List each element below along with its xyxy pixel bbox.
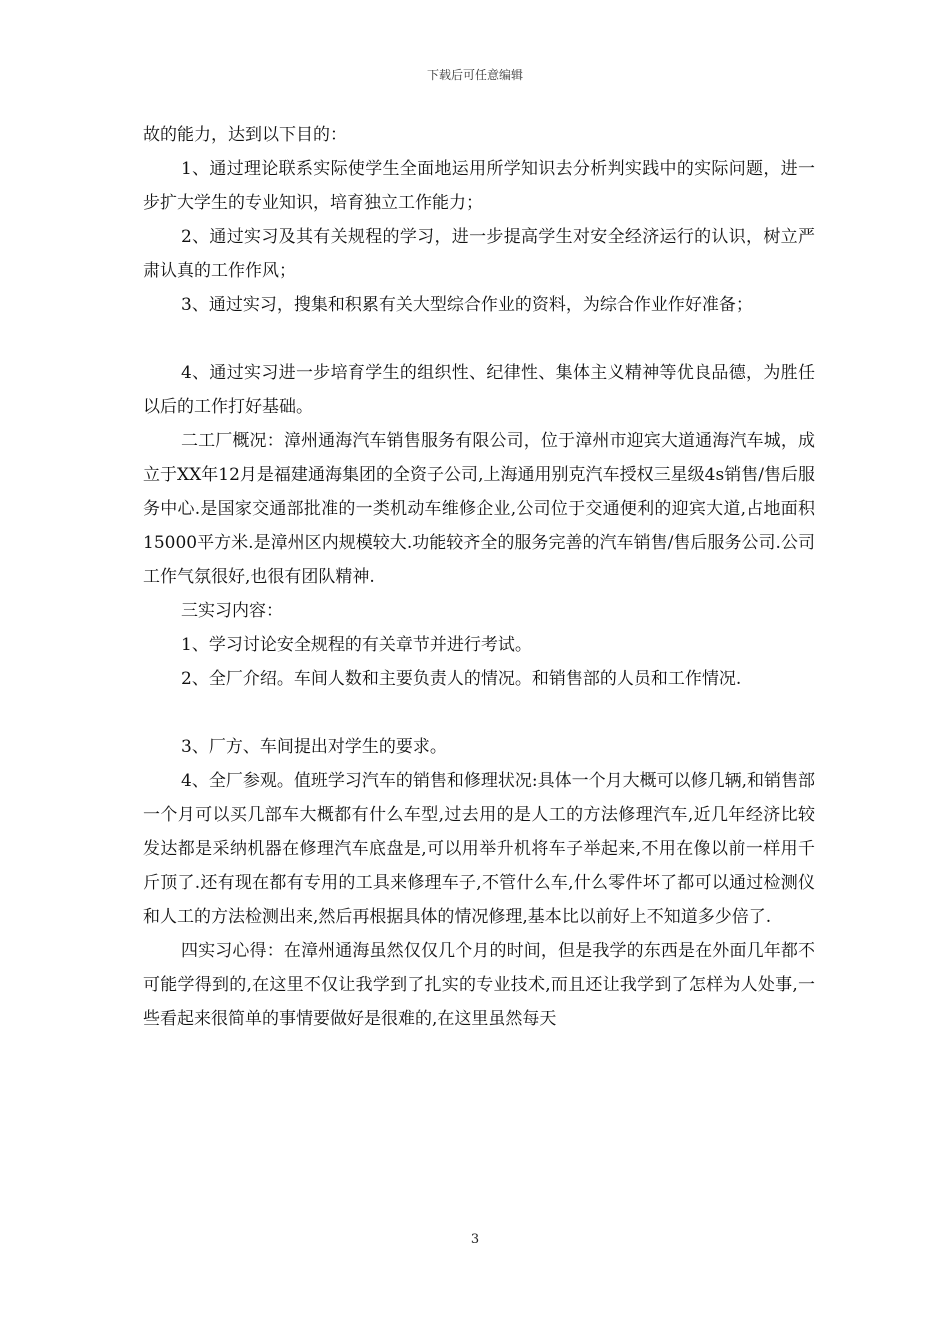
page-number: 3 [470,1232,480,1247]
paragraph-goal-4: 4、通过实习进一步培育学生的组织性、纪律性、集体主义精神等优良品德，为胜任以后的工作打好基础。 [143,363,815,417]
page-header: 下载后可任意编辑 [426,68,523,82]
paragraph-content-2: 2、全厂介绍。车间人数和主要负责人的情况。和销售部的人员和工作情况. [181,669,742,689]
paragraph-content-3: 3、厂方、车间提出对学生的要求。 [181,737,447,757]
paragraph-reflection: 四实习心得：在漳州通海虽然仅仅几个月的时间，但是我学的东西是在外面几年都不可能学得到的,在这里不仅让我学到了扎实的专业技术,而且还让我学到了怎样为人处事,一些看起来很简单的事情要做好是很难的,在这里虽然每天 [143,941,815,1029]
paragraph-content-4: 4、全厂参观。值班学习汽车的销售和修理状况:具体一个月大概可以修几辆,和销售部一个月可以买几部车大概都有什么车型,过去用的是人工的方法修理汽车,近几年经济比较发达都是采纳机器在修理汽车底盘是,可以用举升机将车子举起来,不用在像以前一样用千斤顶了.还有现在都有专用的工具来修理车子,不管什么车,什么零件坏了都可以通过检测仪和人工的方法检测出来,然后再根据具体的情况修理,基本比以前好上不知道多少倍了. [143,771,815,927]
paragraph-factory-overview: 二工厂概况：漳州通海汽车销售服务有限公司，位于漳州市迎宾大道通海汽车城，成立于XX年12月是福建通海集团的全资子公司,上海通用别克汽车授权三星级4s销售/售后服务中心.是国家交通部批准的一类机动车维修企业,公司位于交通便利的迎宾大道,占地面积15000平方米.是漳州区内规模较大.功能较齐全的服务完善的汽车销售/售后服务公司.公司工作气氛很好,也很有团队精神. [143,431,815,587]
paragraph-goal-3: 3、通过实习，搜集和积累有关大型综合作业的资料，为综合作业作好准备； [181,295,753,315]
paragraph-content-1: 1、学习讨论安全规程的有关章节并进行考试。 [181,635,532,655]
paragraph-goal-2: 2、通过实习及其有关规程的学习，进一步提高学生对安全经济运行的认识，树立严肃认真的工作作风； [143,227,815,281]
paragraph-goal-1: 1、通过理论联系实际使学生全面地运用所学知识去分析判实践中的实际问题，进一步扩大学生的专业知识，培育独立工作能力； [143,159,815,213]
document-body [143,118,815,1036]
paragraph-section-heading-content: 三实习内容： [181,601,283,621]
paragraph-continuation: 故的能力，达到以下目的： [143,125,347,145]
